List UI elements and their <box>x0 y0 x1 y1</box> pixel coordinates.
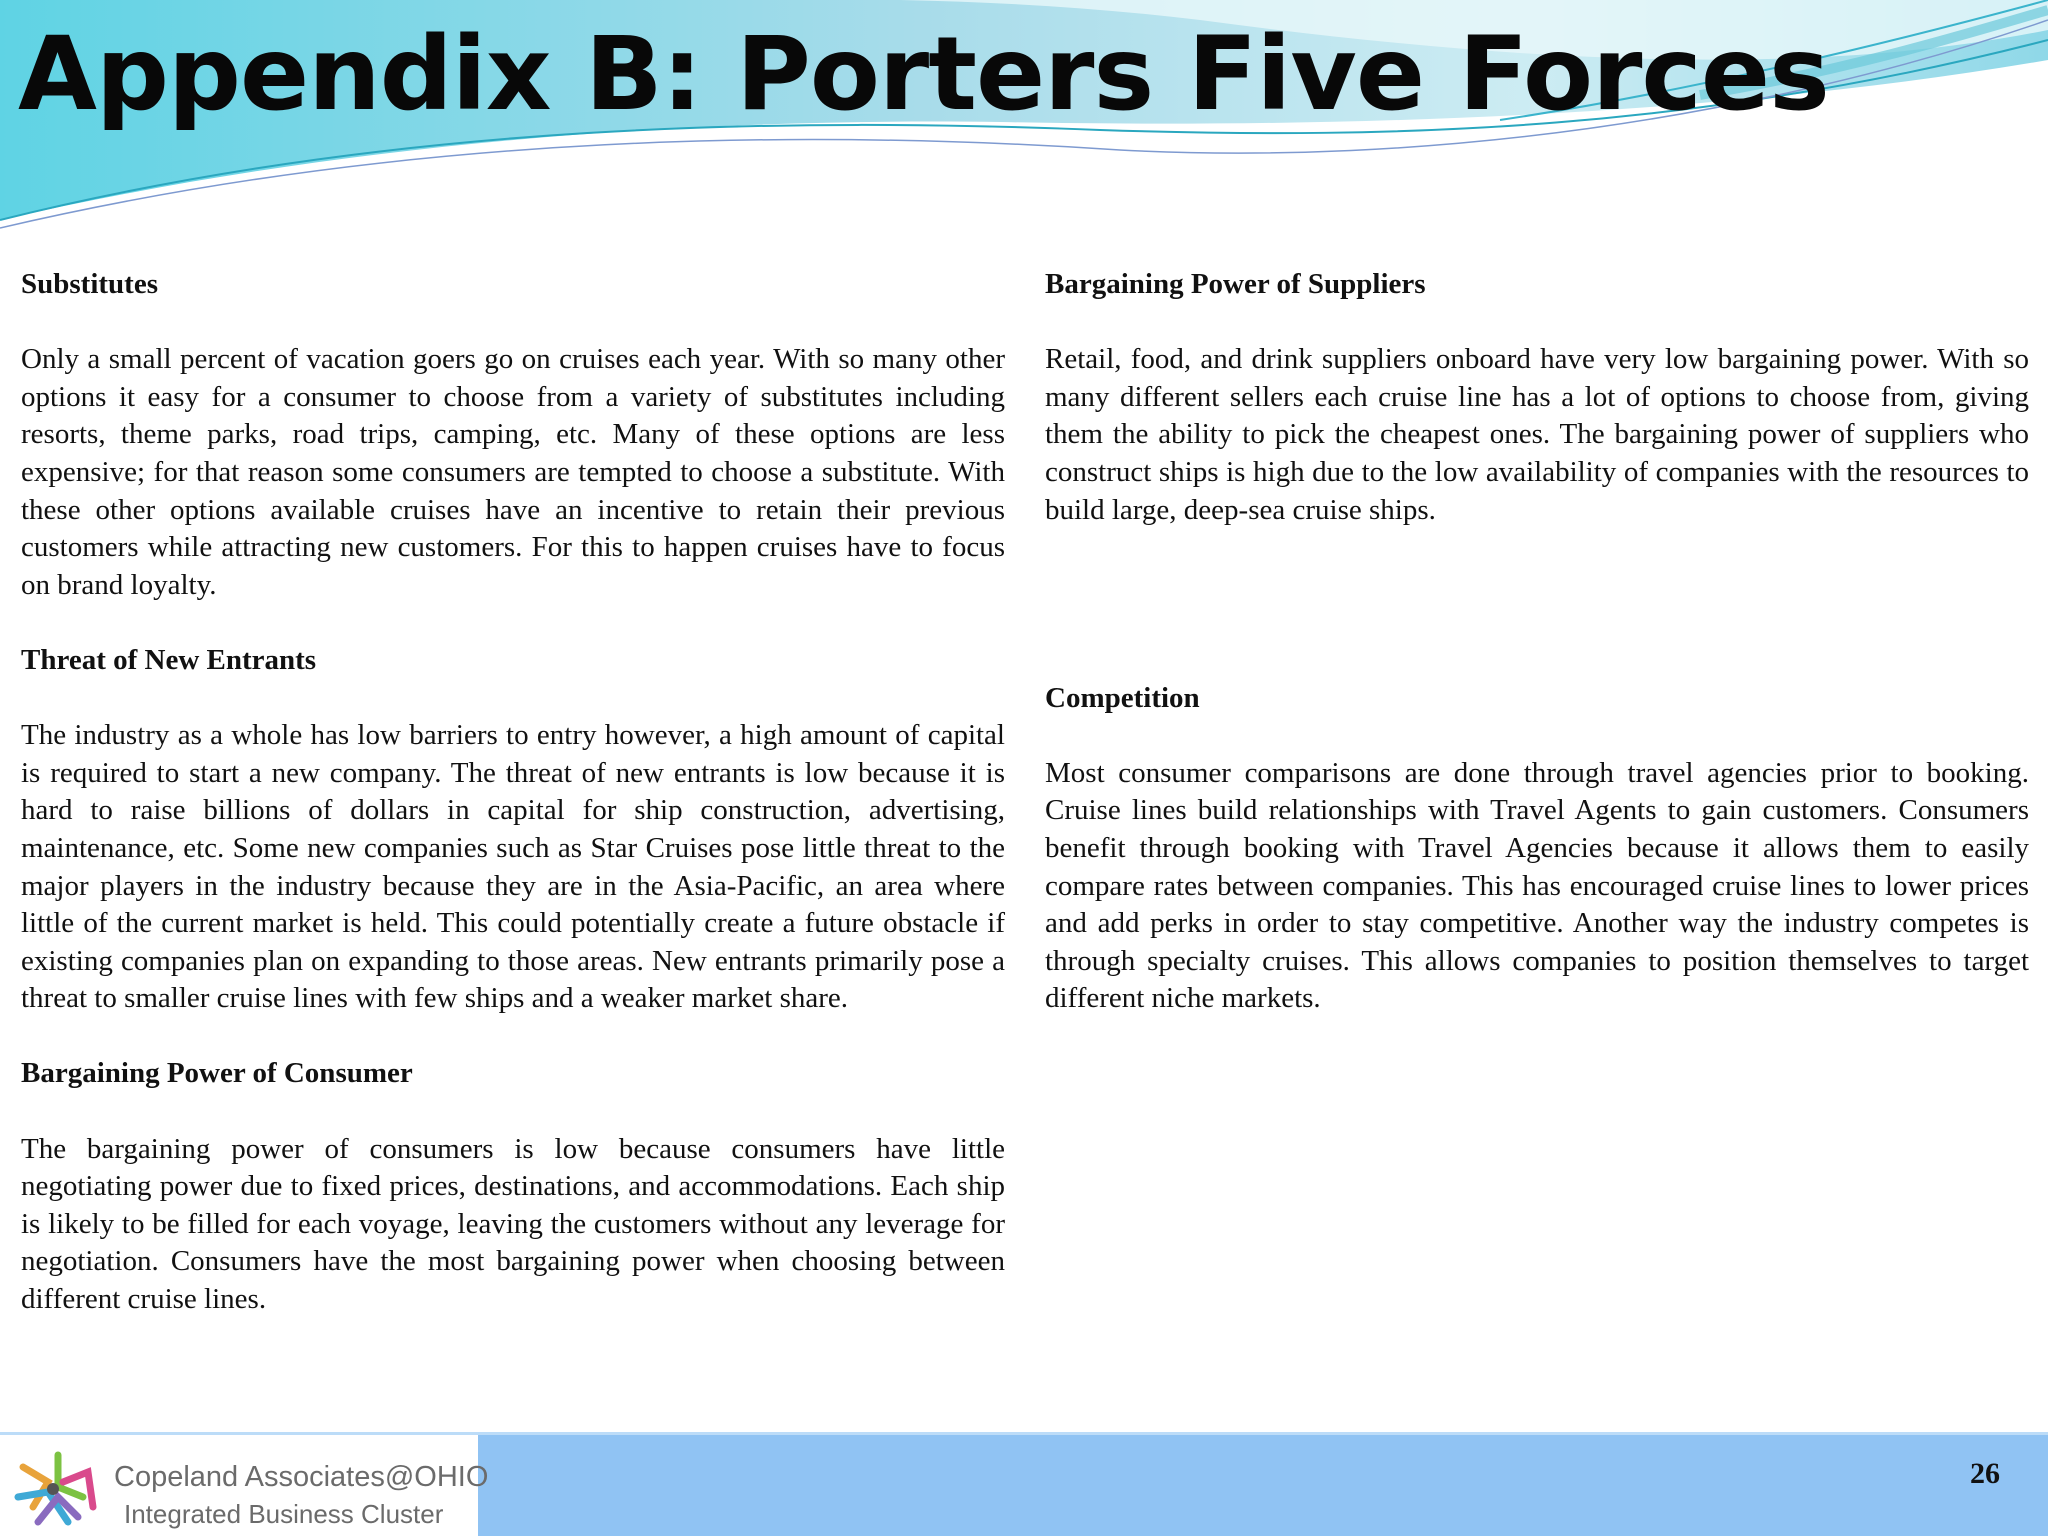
linked-hands-logo-icon <box>2 1437 104 1537</box>
section-body: The industry as a whole has low barriers to entry however, a high amount of capital is required to start a new company. The threat of new entrants is low because it is hard to raise billions of dollars in capital for ship construction, advertising, maintenance, etc. Some new companies such as Star Cruises pose little threat to the major players in the industry because they are in the Asia-Pacific, an area where little of the current market is held. This could potentially create a future obstacle if existing companies plan on expanding to those areas. New entrants primarily pose a threat to smaller cruise lines with few ships and a weaker market share. <box>21 719 1005 1015</box>
page-number: 26 <box>1970 1457 2000 1490</box>
left-column <box>21 266 1005 1356</box>
right-column <box>1045 266 2029 1055</box>
section-substitutes <box>21 266 1005 604</box>
page-title: Appendix B: Porters Five Forces <box>18 15 1829 134</box>
section-heading: Bargaining Power of Consumer <box>21 1057 413 1090</box>
section-body: Most consumer comparisons are done through travel agencies prior to booking. Cruise lines build relationships with Travel Agents to gain customers. Consumers benefit through booking with Travel Agencies because it allows them to easily compare rates between companies. This has encouraged cruise lines to lower prices and add perks in order to stay competitive. Another way the industry competes is through specialty cruises. This allows companies to position themselves to target different niche markets. <box>1045 756 2029 1015</box>
section-heading: Bargaining Power of Suppliers <box>1045 268 1426 300</box>
section-competition <box>1045 680 2029 1018</box>
section-consumer-power <box>21 1055 1005 1318</box>
company-logo <box>0 1435 489 1539</box>
column-spacer <box>1045 567 2029 680</box>
section-body: The bargaining power of consumers is low because consumers have little negotiating power due to fixed prices, destinations, and accommodations. Each ship is likely to be filled for each voyage, leaving the customers without any leverage for negotiation. Consumers have the most bargaining power when choosing between different cruise lines. <box>21 1132 1005 1316</box>
section-heading: Competition <box>1045 681 1200 714</box>
section-body: Only a small percent of vacation goers go on cruises each year. With so many other options it easy for a consumer to choose from a variety of substitutes including resorts, theme parks, road trips, camping, etc. Many of these options are less expensive; for that reason some consumers are tempted to choose a substitute. With these other options available cruises have an incentive to retain their previous customers while attracting new customers. For this to happen cruises have to focus on brand loyalty. <box>21 343 1005 601</box>
section-body: Retail, food, and drink suppliers onboard have very low bargaining power. With so many different sellers each cruise line has a lot of options to choose from, giving them the ability to pick the cheapest ones. The bargaining power of suppliers who construct ships is high due to the low availability of companies with the resources to build large, deep-sea cruise ships. <box>1045 343 2029 526</box>
section-heading: Substitutes <box>21 268 158 300</box>
section-new-entrants <box>21 642 1005 1018</box>
footer-bar <box>0 1432 2048 1536</box>
logo-cluster-name: Integrated Business Cluster <box>124 1499 444 1529</box>
logo-company-name: Copeland Associates@OHIO <box>114 1461 489 1493</box>
section-heading: Threat of New Entrants <box>21 643 317 676</box>
section-supplier-power <box>1045 266 2029 529</box>
